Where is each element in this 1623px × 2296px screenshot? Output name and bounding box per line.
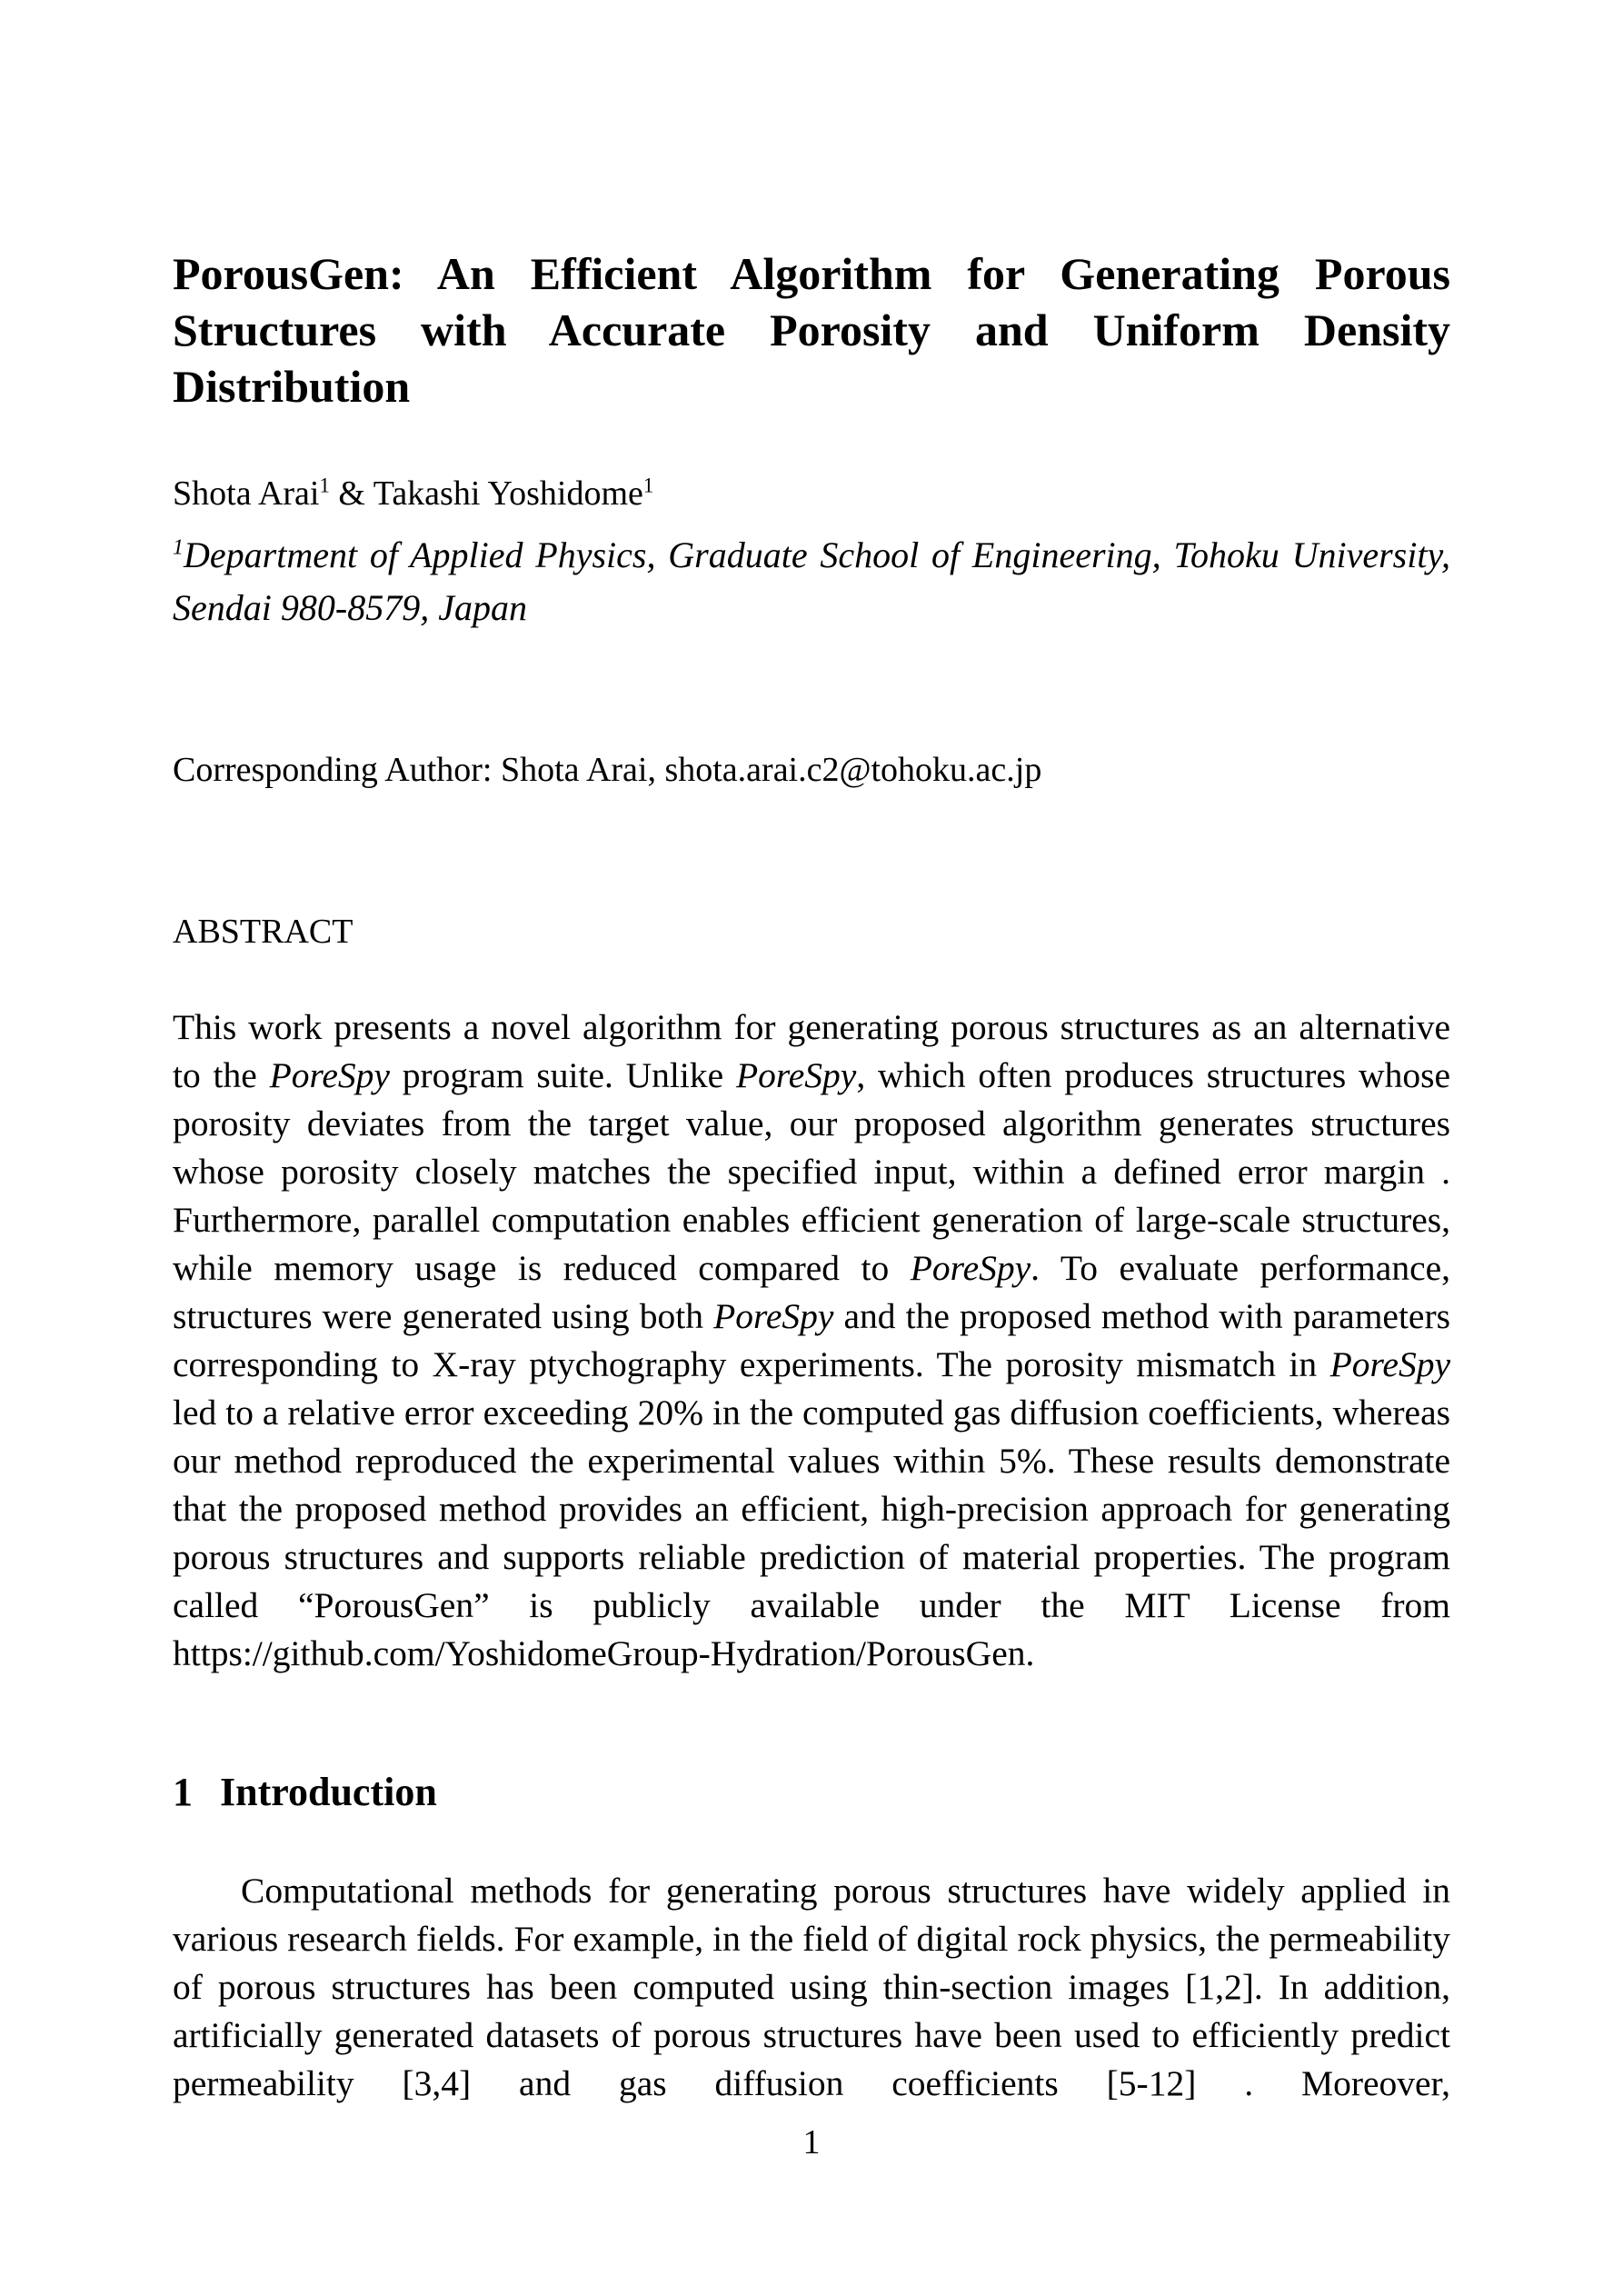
section-title: Introduction [220, 1770, 437, 1814]
abstract-heading: ABSTRACT [173, 913, 353, 951]
section-number: 1 [173, 1770, 193, 1814]
affiliation: $^1$Department of Applied Physics, Graduate School of Engineering, Tohoku University, Sendai 980-8579, Japan [173, 534, 1450, 628]
abstract-paragraph: This work presents a novel algorithm for generating porous structures as an alternative to the PoreSpy program suite. Unlike PoreSpy, which often produces structures whose porosity deviates from the target value, our proposed algorithm generates structures whose porosity closely matches the specified input, within a defined error margin . Furthermore, parallel computation enables efficient generation of large-scale structures, while memory usage is reduced compared to PoreSpy. To evaluate performance, structures were generated using both PoreSpy and the proposed method with parameters corresponding to X-ray ptychography experiments. The porosity mismatch in PoreSpy led to a relative error exceeding 20% in the computed gas diffusion coefficients, whereas our method reproduced the experimental values within 5%. These results demonstrate that the proposed method provides an efficient, high-precision approach for generating porous structures and supports reliable prediction of material properties. The program called “PorousGen” is publicly available under the MIT License from https://github.com/YoshidomeGroup-Hydration/PorousGen. [173, 1007, 1451, 1673]
paper-title: PorousGen: An Efficient Algorithm for Generating Porous Structures with Accurate Porosity and Uniform Density Distribution [173, 248, 1450, 412]
corresponding-author: Corresponding Author: Shota Arai, shota.arai.c2@tohoku.ac.jp [173, 751, 1042, 789]
introduction-heading [173, 1770, 1450, 1815]
page-number: 1 [802, 2123, 821, 2161]
introduction-paragraph: Computational methods for generating porous structures have widely applied in various research fields. For example, in the field of digital rock physics, the permeability of porous structures has been computed using thin-section images [1,2]. In addition, artificially generated datasets of porous structures have been used to efficiently predict permeability [3,4] and gas diffusion coefficients [5-12] . Moreover, [173, 1871, 1450, 2103]
authors-line: Shota Arai$^1$ & Takashi Yoshidome$^1$ [173, 474, 654, 513]
